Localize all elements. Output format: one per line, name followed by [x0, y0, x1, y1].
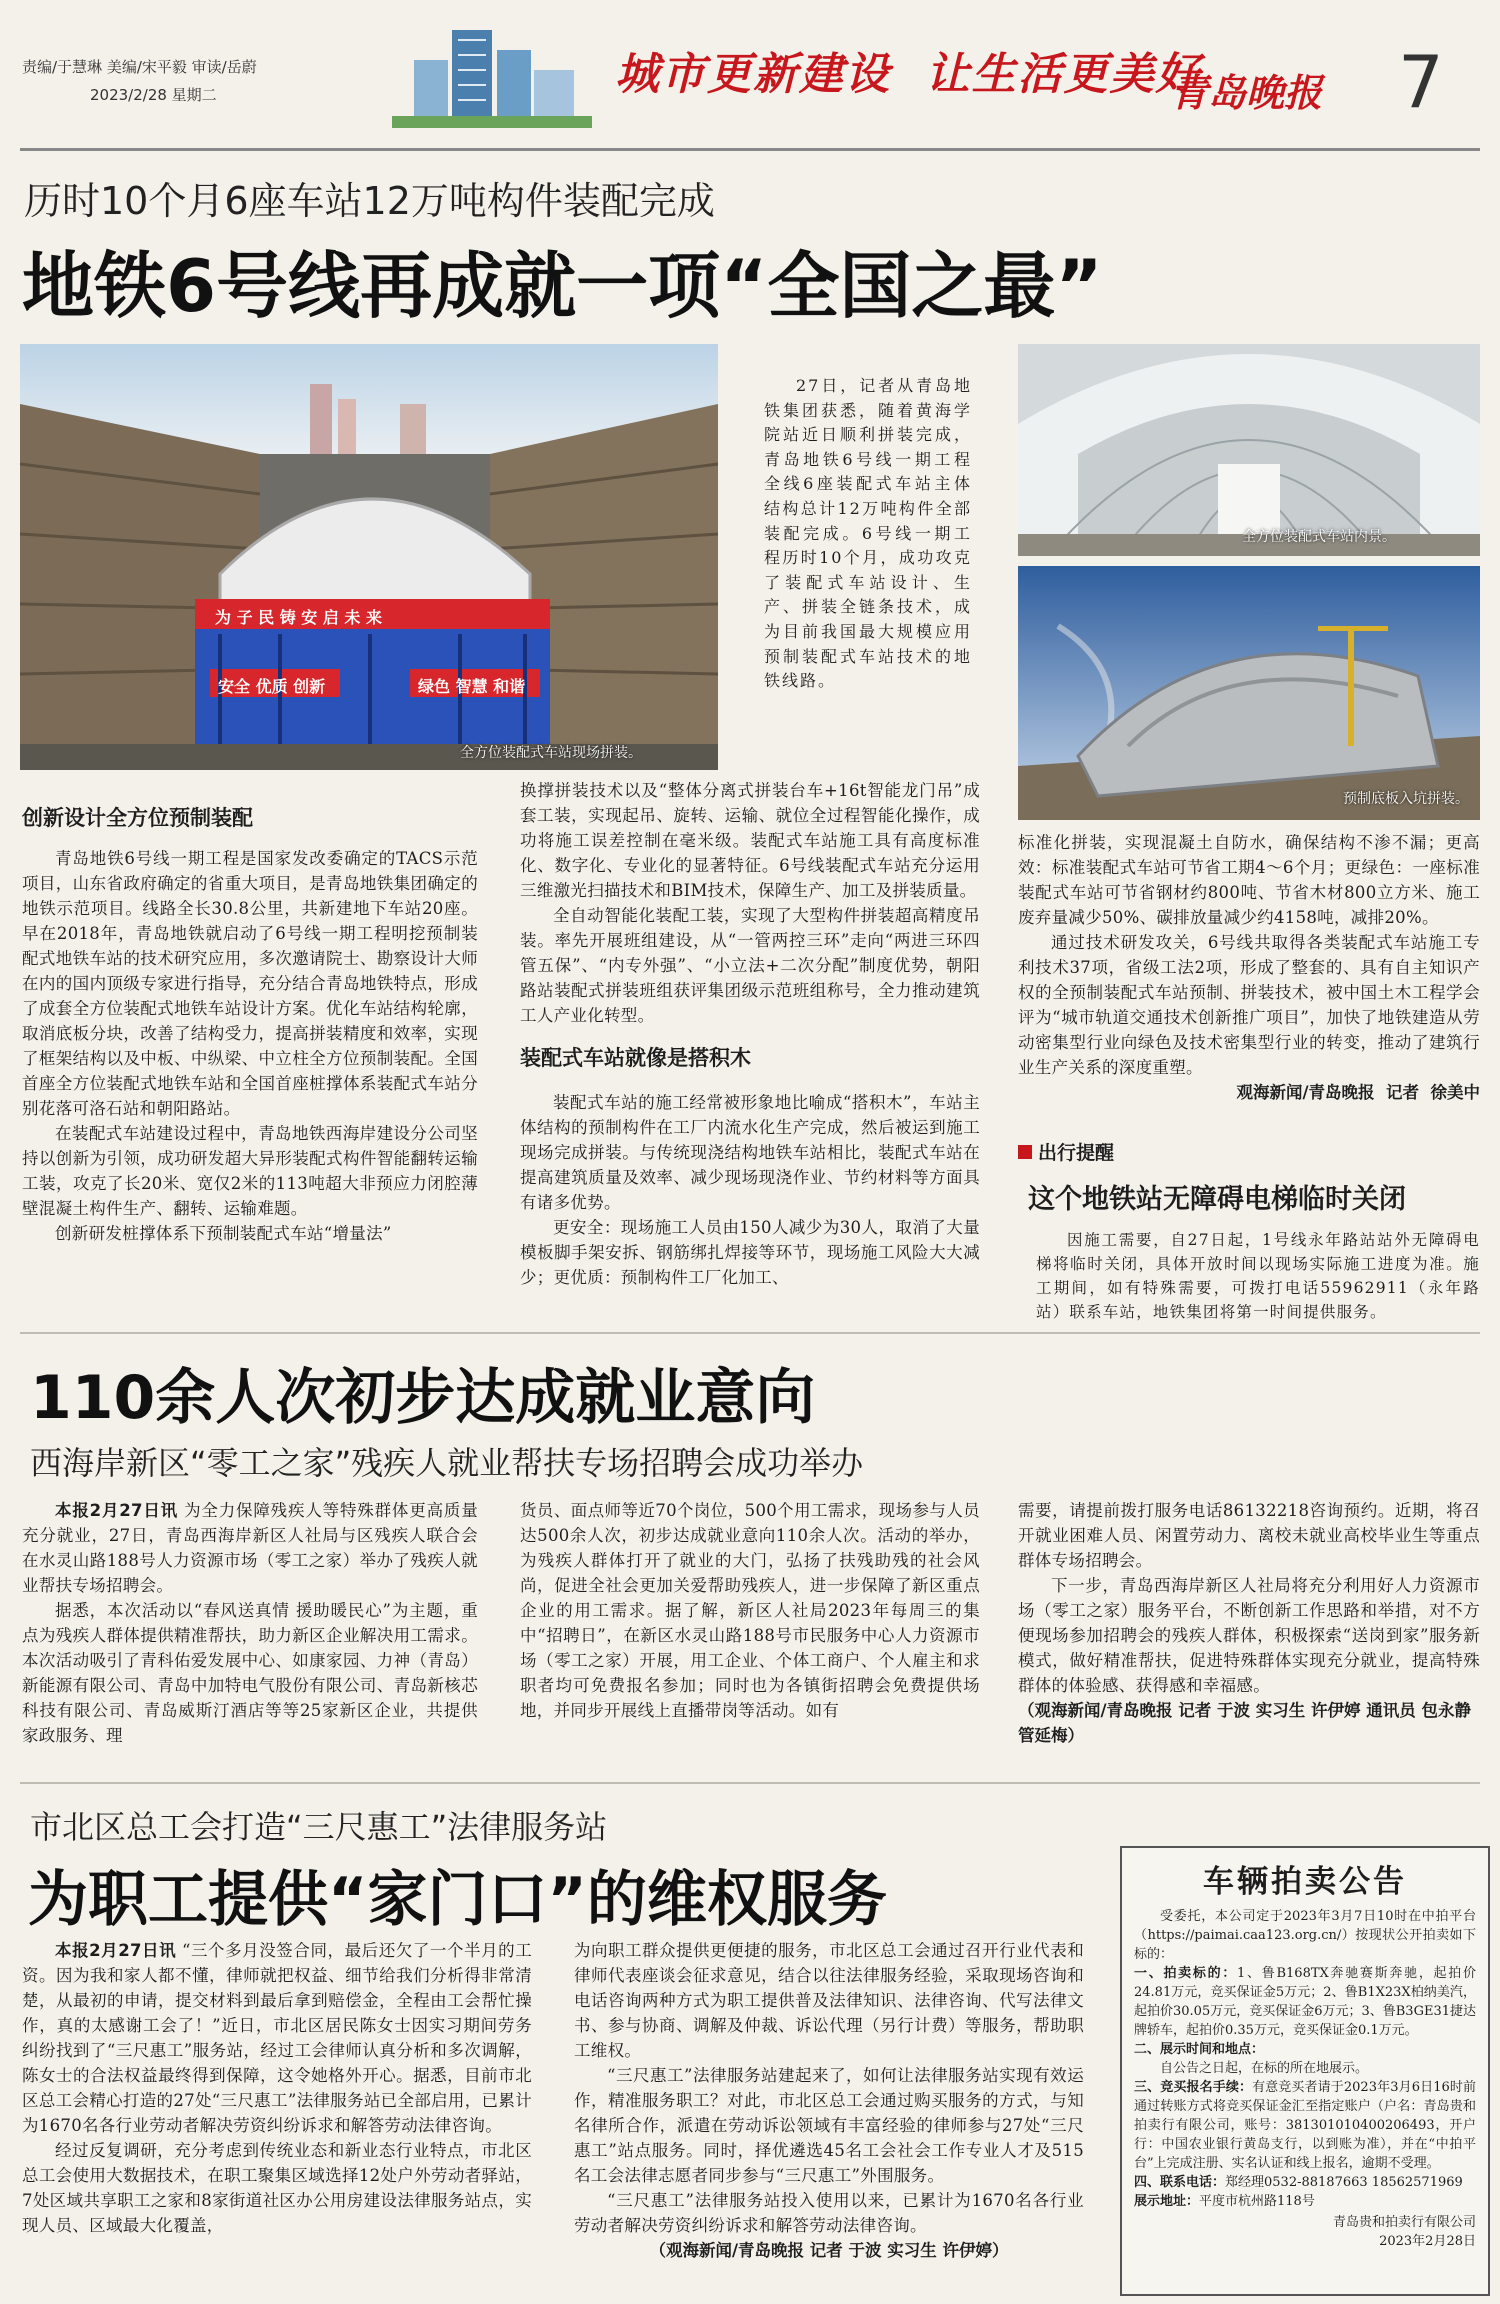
article2-col1-p1	[22, 1498, 478, 1598]
auction-s3-body: 有意竞买者请于2023年3月6日16时前通过转账方式将竞买保证金汇至指定账户（户名：青岛贵和拍卖行有限公司，账号：381301010400206493，开户行：中国农业银行黄岛支行，以到账为准），并在“中拍平台”上完成注册、实名认证和线上报名，逾期不受理。	[1134, 2080, 1476, 2171]
auction-s4-title: 四、联系电话：	[1134, 2175, 1226, 2190]
article1-col2-p3: 装配式车站的施工经常被形象地比喻成“搭积木”，车站主体结构的预制构件在工厂内流水化生产完成，然后被运到施工现场完成拼装。与传统现浇结构地铁车站相比，装配式车站在提高建筑质量及效率、减少现场现浇作业、节约材料等方面具有诸多优势。	[520, 1093, 980, 1212]
skyline-illustration	[392, 20, 592, 130]
auction-s2	[1134, 2040, 1476, 2059]
photo1-sign-a: 安全 优质 创新	[218, 677, 326, 696]
header-editors: 责编/于慧琳 美编/宋平毅 审读/岳蔚	[22, 58, 257, 76]
article3-col1-p1	[22, 1938, 532, 2138]
notice-body: 因施工需要，自27日起，1号线永年路站站外无障碍电梯将临时关闭，具体开放时间以现场实际施工进度为准。施工期间，如有特殊需要，可拨打电话55962911（永年路站）联系车站，地铁集团将第一时间提供服务。	[1036, 1231, 1480, 1321]
article1-col1-p1: 青岛地铁6号线一期工程是国家发改委确定的TACS示范项目，山东省政府确定的省重大项目，是青岛地铁集团确定的地铁示范项目。线路全长30.8公里，共新建地下车站20座。早在2018年，青岛地铁就启动了6号线一期工程明挖预制装配式地铁车站的技术研究应用，多次邀请院士、勘察设计大师在内的国内顶级专家进行指导，充分结合青岛地铁特点，形成了成套全方位装配式地铁车站设计方案。优化车站结构轮廓，取消底板分块，改善了结构受力，提高拼装精度和效率，实现了框架结构以及中板、中纵梁、中立柱全方位预制装配。全国首座全方位装配式地铁车站和全国首座桩撑体系装配式车站分别花落可洛石站和朝阳路站。	[22, 849, 478, 1118]
article3-col2-p3: “三尺惠工”法律服务站投入使用以来，已累计为1670名各行业劳动者解决劳资纠纷诉求和解答劳动法律咨询。	[574, 2191, 1084, 2235]
auction-body	[1134, 1907, 1476, 2251]
article1-kicker: 历时10个月6座车站12万吨构件装配完成	[24, 179, 715, 223]
photo1-caption: 全方位装配式车站现场拼装。	[460, 745, 642, 761]
photo2-caption: 全方位装配式车站内景。	[1242, 529, 1396, 545]
photo-station-interior	[1018, 344, 1480, 556]
article1-col2-p1: 换撑拼装技术以及“整体分离式拼装台车+16t智能龙门吊”成套工装，实现起吊、旋转、运输、就位全过程智能化操作，成功将施工误差控制在毫米级。装配式车站施工具有高度标准化、数字化、专业化的显著特征。6号线装配式车站充分运用三维激光扫描技术和BIM技术，保障生产、加工及拼装质量。	[520, 781, 980, 900]
article1-col3	[1018, 830, 1480, 1105]
auction-s2-title: 二、展示时间和地点：	[1134, 2042, 1265, 2057]
photo1-sign-b: 绿色 智慧 和谐	[418, 677, 526, 696]
article2-subhead: 西海岸新区“零工之家”残疾人就业帮扶专场招聘会成功举办	[30, 1444, 864, 1482]
article1-col1-p3: 创新研发桩撑体系下预制装配式车站“增量法”	[55, 1224, 392, 1243]
auction-s5	[1134, 2192, 1476, 2211]
auction-date: 2023年2月28日	[1379, 2234, 1476, 2249]
auction-s2-body: 自公告之日起，在标的所在地展示。	[1160, 2061, 1369, 2076]
article2-col2	[520, 1498, 980, 1723]
article2-byline: （观海新闻/青岛晚报 记者 于波 实习生 许伊婷 通讯员 包永静 管延梅）	[1018, 1701, 1471, 1745]
article3-col1-text: “三个多月没签合同，最后还欠了一个半月的工资。因为我和家人都不懂，律师就把权益、细节给我们分析得非常清楚，从最初的申请，提交材料到最后拿到赔偿金，全程由工会帮忙操作，真的太感谢工会了！”近日，市北区居民陈女士因实习期间劳务纠纷找到了“三尺惠工”服务站，经过工会律师认真分析和多次调解，陈女士的合法权益最终得到保障，这令她格外开心。据悉，目前市北区总工会精心打造的27处“三尺惠工”法律服务站已全部启用，已累计为1670名各行业劳动者解决劳资纠纷诉求和解答劳动法律咨询。	[22, 1941, 532, 2135]
photo1-banner: 为 子 民 铸 安 启 未 来	[215, 608, 382, 627]
auction-s4-body: 郑经理0532-88187663 18562571969	[1225, 2175, 1463, 2190]
notice-title: 这个地铁站无障碍电梯临时关闭	[1028, 1184, 1406, 1215]
article2-col3	[1018, 1498, 1480, 1748]
article1-col3-p1: 标准化拼装，实现混凝土自防水，确保结构不渗不漏；更高效：标准装配式车站可节省工期4～6个月；更绿色：一座标准装配式车站可节省钢材约800吨、节省木材800立方米、施工废弃量减少50%、碳排放量减少约4158吨，减排20%。	[1018, 833, 1480, 927]
article2-col1-p2: 据悉，本次活动以“春风送真情 援助暖民心”为主题，重点为残疾人群体提供精准帮扶，助力新区企业解决用工需求。本次活动吸引了青科佑爱发展中心、如康家园、力神（青岛）新能源有限公司、青岛中加特电气股份有限公司、青岛新核芯科技有限公司、青岛威斯汀酒店等等25家新区企业，共提供家政服务、理	[22, 1601, 478, 1745]
article1-col2	[520, 778, 980, 1290]
article3-byline: （观海新闻/青岛晚报 记者 于波 实习生 许伊婷）	[649, 2241, 1009, 2260]
photo-precast-floor	[1018, 566, 1480, 820]
auction-notice	[1120, 1846, 1490, 2296]
auction-title: 车辆拍卖公告	[1203, 1864, 1407, 1900]
article1-lead-text: 27日，记者从青岛地铁集团获悉，随着黄海学院站近日顺利拼装完成，青岛地铁6号线一期工程全线6座装配式车站主体结构总计12万吨构件全部装配完成。6号线一期工程历时10个月，成功攻克了装配式车站设计、生产、拼装全链条技术，成为目前我国最大规模应用预制装配式车站技术的地铁线路。	[764, 376, 972, 691]
travel-notice	[1018, 1138, 1480, 1324]
article1-col2-p4: 更安全：现场施工人员由150人减少为30人，取消了大量模板脚手架安拆、钢筋绑扎焊接等环节，现场施工风险大大减少；更优质：预制构件工厂化加工、	[520, 1218, 980, 1287]
auction-s5-title: 展示地址：	[1134, 2194, 1200, 2209]
article1-col1-p2: 在装配式车站建设过程中，青岛地铁西海岸建设分公司坚持以创新为引领，成功研发超大异形装配式构件智能翻转运输工装，攻克了长20米、宽仅2米的113吨超大非预应力闭腔薄壁混凝土构件生产、翻转、运输难题。	[22, 1124, 478, 1218]
article3-kicker: 市北区总工会打造“三尺惠工”法律服务站	[30, 1808, 608, 1846]
article3-col1	[22, 1938, 532, 2238]
article2-headline: 110余人次初步达成就业意向	[30, 1363, 816, 1433]
auction-items-title: 一、拍卖标的：	[1134, 1966, 1238, 1981]
auction-items	[1134, 1964, 1476, 2040]
section1-title: 创新设计全方位预制装配	[22, 806, 253, 830]
article1-col2-p2: 全自动智能化装配工装，实现了大型构件拼装超高精度吊装。率先开展班组建设，从“一管两控三环”走向“两进三环四管五保”、“内专外强”、“小立法+二次分配”制度优势，朝阳路站装配式拼装班组获评集团级示范班组称号，全力推动建筑工人产业化转型。	[520, 906, 980, 1025]
article1-lead	[764, 374, 972, 694]
auction-s4	[1134, 2173, 1476, 2192]
notice-tag: 出行提醒	[1038, 1142, 1115, 1164]
divider-2	[20, 1782, 1480, 1784]
auction-s5-body: 平度市杭州路118号	[1199, 2194, 1315, 2209]
article3-col2	[574, 1938, 1084, 2263]
article3-col2-p2: “三尺惠工”法律服务站建起来了，如何让法律服务站实现有效运作，精准服务职工？对此，市北区总工会通过购买服务的方式，与知名律所合作，派遣在劳动诉讼领域有丰富经验的律师参与27处“三尺惠工”站点服务。同时，择优遴选45名工会社会工作专业人才及515名工会法律志愿者同步参与“三尺惠工”外围服务。	[574, 2066, 1084, 2185]
auction-s3	[1134, 2078, 1476, 2173]
article2-col2-p1: 货员、面点师等近70个岗位，500个用工需求，现场参与人员达500余人次，初步达成就业意向110余人次。活动的举办，为残疾人群体打开了就业的大门，弘扬了扶残助残的社会风尚，促进全社会更加关爱帮助残疾人，进一步保障了新区重点企业的用工需求。据了解，新区人社局2023年每周三的集中“招聘日”，在新区水灵山路188号市民服务中心人力资源市场（零工之家）开展，用工企业、个体工商户、个人雇主和求职者均可免费报名参加；同时也为各镇街招聘会免费提供场地，并同步开展线上直播带岗等活动。如有	[520, 1501, 980, 1720]
auction-items-text: 1、鲁B168TX奔驰赛斯奔驰，起拍价24.81万元，竞买保证金5万元；2、鲁B1X23X柏纳美汽，起拍价30.05万元，竞买保证金6万元；3、鲁B3GE31捷达牌轿车，起拍价0.35万元，竞买保证金0.1万元。	[1134, 1966, 1476, 2038]
section2-title: 装配式车站就像是搭积木	[520, 1046, 751, 1070]
header-rule	[20, 148, 1480, 151]
article2-col1	[22, 1498, 478, 1748]
article1-col3-p2: 通过技术研发攻关，6号线共取得各类装配式车站施工专利技术37项，省级工法2项，形成了整套的、具有自主知识产权的全预制装配式车站预制、拼装技术，被中国土木工程学会评为“城市轨道交通技术创新推广项目”，加快了地铁建造从劳动密集型行业向绿色及技术密集型行业的转变，推动了建筑行业生产关系的深度重塑。	[1018, 933, 1480, 1077]
auction-s3-title: 三、竞买报名手续：	[1134, 2080, 1253, 2095]
article3-col1-p2: 经过反复调研，充分考虑到传统业态和新业态行业特点，市北区总工会使用大数据技术，在职工聚集区域选择12处户外劳动者驿站，7处区域共享职工之家和8家街道社区办公用房建设法律服务站点，实现人员、区域最大化覆盖，	[22, 2141, 532, 2235]
paper-name-logo: 青岛晚报	[1170, 70, 1323, 115]
article3-lead-tag: 本报2月27日讯	[55, 1941, 177, 1960]
article1-headline: 地铁6号线再成就一项“全国之最”	[22, 244, 1103, 328]
auction-company: 青岛贵和拍卖行有限公司	[1332, 2215, 1476, 2230]
photo3-caption: 预制底板入坑拼装。	[1343, 791, 1469, 807]
page-number: 7	[1398, 40, 1444, 124]
photo-assembly-site	[20, 344, 718, 770]
auction-intro: 受委托，本公司定于2023年3月7日10时在中拍平台（https://paimai.caa123.org.cn/）按现状公开拍卖如下标的：	[1134, 1909, 1476, 1962]
notice-marker-icon	[1018, 1145, 1032, 1159]
article2-lead-tag: 本报2月27日讯	[55, 1501, 178, 1520]
article2-col3-p1: 需要，请提前拨打服务电话86132218咨询预约。近期，将召开就业困难人员、闲置劳动力、离校未就业高校毕业生等重点群体专场招聘会。	[1018, 1501, 1480, 1570]
article1-col1	[22, 846, 478, 1246]
divider-1	[20, 1332, 1480, 1334]
header-date: 2023/2/28 星期二	[90, 86, 217, 104]
article2-col1-text: 为全力保障残疾人等特殊群体更高质量充分就业，27日，青岛西海岸新区人社局与区残疾人联合会在水灵山路188号人力资源市场（零工之家）举办了残疾人就业帮扶专场招聘会。	[22, 1501, 479, 1595]
article1-byline: 观海新闻/青岛晚报 记者 徐美中	[1236, 1083, 1480, 1102]
article3-headline: 为职工提供“家门口”的维权服务	[28, 1865, 887, 1935]
article3-col2-p1: 为向职工群众提供更便捷的服务，市北区总工会通过召开行业代表和律师代表座谈会征求意见，结合以往法律服务经验，采取现场咨询和电话咨询两种方式为职工提供普及法律知识、法律咨询、代写法律文书、参与协商、调解及仲裁、诉讼代理（另行计费）等服务，帮助职工维权。	[574, 1941, 1084, 2060]
article2-col3-p2: 下一步，青岛西海岸新区人社局将充分利用好人力资源市场（零工之家）服务平台，不断创新工作思路和举措，对不方便现场参加招聘会的残疾人群体，积极探索“送岗到家”服务新模式，做好精准帮扶，促进特殊群体实现充分就业，提高特殊群体的体验感、获得感和幸福感。	[1018, 1576, 1480, 1695]
header-slogan: 城市更新建设 让生活更美好	[615, 49, 1202, 100]
